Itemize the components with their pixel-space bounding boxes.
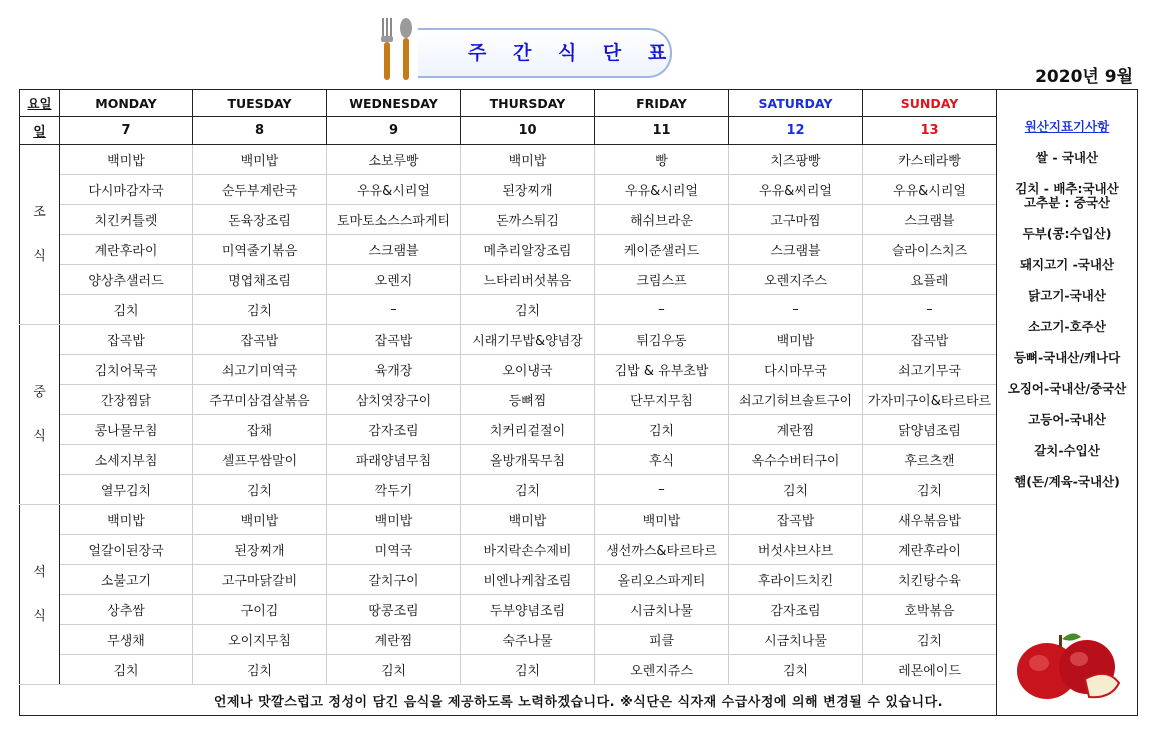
menu-row <box>20 655 1138 685</box>
menu-item: 된장찌개 <box>461 175 595 205</box>
origin-item: 고등어-국내산 <box>1028 412 1106 427</box>
menu-item: 소세지부침 <box>60 445 193 475</box>
menu-row <box>20 265 1138 295</box>
origin-panel <box>997 90 1138 716</box>
menu-item: 미역국 <box>327 535 461 565</box>
menu-item: 김치 <box>193 475 327 505</box>
menu-item: 스크램블 <box>863 205 997 235</box>
origin-item: 김치 - 배추:국내산 고추분 : 중국산 <box>1015 181 1119 210</box>
menu-item: 치즈팡빵 <box>729 145 863 175</box>
menu-item: – <box>729 295 863 325</box>
origin-item: 쌀 - 국내산 <box>1035 150 1099 165</box>
menu-item: 오이지무침 <box>193 625 327 655</box>
menu-row <box>20 535 1138 565</box>
menu-item: 잡곡밥 <box>327 325 461 355</box>
menu-item: 새우볶음밥 <box>863 505 997 535</box>
menu-item: 백미밥 <box>461 145 595 175</box>
menu-item: 미역줄기볶음 <box>193 235 327 265</box>
meal-label: 석 식 <box>20 505 60 685</box>
menu-item: 우유&시리얼 <box>595 175 729 205</box>
menu-item: 우유&씨리얼 <box>729 175 863 205</box>
day-cell: 7 <box>60 117 193 145</box>
menu-item: 비엔나케찹조림 <box>461 565 595 595</box>
menu-item: 우유&시리얼 <box>863 175 997 205</box>
menu-item: 열무김치 <box>60 475 193 505</box>
menu-item: 김밥 & 유부초밥 <box>595 355 729 385</box>
menu-item: 고구마닭갈비 <box>193 565 327 595</box>
menu-item: 김치 <box>60 295 193 325</box>
menu-item: 김치 <box>193 295 327 325</box>
menu-item: 오이냉국 <box>461 355 595 385</box>
menu-item: 백미밥 <box>60 505 193 535</box>
menu-item: 상추쌈 <box>60 595 193 625</box>
menu-item: 바지락손수제비 <box>461 535 595 565</box>
menu-item: 육개장 <box>327 355 461 385</box>
origin-item: 두부(콩:수입산) <box>1022 226 1112 241</box>
menu-item: 무생채 <box>60 625 193 655</box>
origin-item: 갈치-수입산 <box>1034 443 1100 458</box>
day-cell: 9 <box>327 117 461 145</box>
menu-item: 백미밥 <box>729 325 863 355</box>
menu-item: 크림스프 <box>595 265 729 295</box>
menu-item: 백미밥 <box>60 145 193 175</box>
menu-item: 토마토소스스파게티 <box>327 205 461 235</box>
menu-item: 돈까스튀김 <box>461 205 595 235</box>
menu-item: 얼갈이된장국 <box>60 535 193 565</box>
menu-item: 오렌지 <box>327 265 461 295</box>
menu-item: 피클 <box>595 625 729 655</box>
menu-item: 느타리버섯볶음 <box>461 265 595 295</box>
menu-item: 가자미구이&타르타르 <box>863 385 997 415</box>
menu-row <box>20 475 1138 505</box>
menu-item: 옥수수버터구이 <box>729 445 863 475</box>
menu-item: 케이준샐러드 <box>595 235 729 265</box>
menu-item: 올방개묵무침 <box>461 445 595 475</box>
weekday-cell: SATURDAY <box>729 90 863 117</box>
menu-item: 소보루빵 <box>327 145 461 175</box>
menu-item: 김치어묵국 <box>60 355 193 385</box>
menu-row <box>20 175 1138 205</box>
menu-item: 백미밥 <box>193 505 327 535</box>
menu-item: 쇠고기미역국 <box>193 355 327 385</box>
menu-item: 치킨탕수육 <box>863 565 997 595</box>
menu-item: 계란후라이 <box>60 235 193 265</box>
menu-item: 다시마감자국 <box>60 175 193 205</box>
weekday-cell: TUESDAY <box>193 90 327 117</box>
weekday-cell: SUNDAY <box>863 90 997 117</box>
menu-item: 갈치구이 <box>327 565 461 595</box>
menu-item: 소불고기 <box>60 565 193 595</box>
origin-item: 돼지고기 -국내산 <box>1019 257 1115 272</box>
menu-item: 백미밥 <box>327 505 461 535</box>
day-cell: 10 <box>461 117 595 145</box>
menu-item: 김치 <box>863 625 997 655</box>
menu-row <box>20 445 1138 475</box>
menu-item: – <box>595 475 729 505</box>
origin-item: 등뼈-국내산/캐나다 <box>1013 350 1121 365</box>
menu-item: 잡채 <box>193 415 327 445</box>
menu-item: 두부양념조림 <box>461 595 595 625</box>
menu-item: 김치 <box>595 415 729 445</box>
menu-item: 계란후라이 <box>863 535 997 565</box>
menu-item: 감자조림 <box>327 415 461 445</box>
menu-item: 스크램블 <box>327 235 461 265</box>
menu-item: 스크램블 <box>729 235 863 265</box>
menu-item: 쇠고기무국 <box>863 355 997 385</box>
menu-item: 잡곡밥 <box>60 325 193 355</box>
menu-item: 시금치나물 <box>595 595 729 625</box>
menu-item: 파래양념무침 <box>327 445 461 475</box>
day-label: 일 <box>20 117 60 145</box>
menu-item: 김치 <box>60 655 193 685</box>
menu-item: 잡곡밥 <box>193 325 327 355</box>
menu-item: 김치 <box>729 475 863 505</box>
menu-row <box>20 625 1138 655</box>
menu-row <box>20 415 1138 445</box>
menu-item: 주꾸미삼겹살볶음 <box>193 385 327 415</box>
origin-item: 햄(돈/계육-국내산) <box>1014 474 1120 489</box>
menu-item: 요플레 <box>863 265 997 295</box>
menu-item: 시래기무밥&양념장 <box>461 325 595 355</box>
menu-item: 백미밥 <box>595 505 729 535</box>
menu-row <box>20 385 1138 415</box>
menu-item: 계란찜 <box>327 625 461 655</box>
menu-item: 슬라이스치즈 <box>863 235 997 265</box>
menu-item: 순두부계란국 <box>193 175 327 205</box>
menu-item: 호박볶음 <box>863 595 997 625</box>
header <box>0 0 1165 88</box>
menu-item: 치커리겉절이 <box>461 415 595 445</box>
apple-image <box>1015 627 1123 701</box>
menu-item: – <box>595 295 729 325</box>
menu-item: 오렌지쥬스 <box>595 655 729 685</box>
origin-title: 원산지표기사항 <box>1024 119 1110 134</box>
origin-item: 소고기-호주산 <box>1028 319 1106 334</box>
menu-item: 후식 <box>595 445 729 475</box>
day-cell: 13 <box>863 117 997 145</box>
menu-item: 백미밥 <box>193 145 327 175</box>
menu-item: – <box>327 295 461 325</box>
menu-row <box>20 325 1138 355</box>
weekly-menu-table <box>19 89 1138 716</box>
weekday-cell: WEDNESDAY <box>327 90 461 117</box>
menu-item: 우유&시리얼 <box>327 175 461 205</box>
menu-item: 오렌지주스 <box>729 265 863 295</box>
menu-date: 2020년 9월 <box>1035 67 1133 87</box>
origin-item: 오징어-국내산/중국산 <box>1007 381 1127 396</box>
day-row <box>20 117 1138 145</box>
menu-item: 버섯샤브샤브 <box>729 535 863 565</box>
menu-row <box>20 565 1138 595</box>
footer-row <box>20 685 1138 716</box>
weekday-cell: MONDAY <box>60 90 193 117</box>
menu-item: 구이김 <box>193 595 327 625</box>
menu-item: 후라이드치킨 <box>729 565 863 595</box>
day-cell: 8 <box>193 117 327 145</box>
menu-row <box>20 505 1138 535</box>
menu-item: 잡곡밥 <box>863 325 997 355</box>
menu-item: 다시마무국 <box>729 355 863 385</box>
menu-row <box>20 595 1138 625</box>
menu-item: 후르츠캔 <box>863 445 997 475</box>
footer-note: 언제나 맛깔스럽고 정성이 담긴 음식을 제공하도록 노력하겠습니다. ※식단은 식자재 수급사정에 의해 변경될 수 있습니다. <box>20 685 1138 716</box>
menu-item: – <box>863 295 997 325</box>
menu-item: 등뼈찜 <box>461 385 595 415</box>
menu-row <box>20 295 1138 325</box>
menu-item: 감자조림 <box>729 595 863 625</box>
menu-item: 김치 <box>193 655 327 685</box>
day-cell: 11 <box>595 117 729 145</box>
menu-row <box>20 355 1138 385</box>
meal-label: 조 식 <box>20 145 60 325</box>
menu-item: 메추리알장조림 <box>461 235 595 265</box>
menu-item: 레몬에이드 <box>863 655 997 685</box>
menu-row <box>20 235 1138 265</box>
weekday-cell: FRIDAY <box>595 90 729 117</box>
page-title: 주 간 식 단 표 <box>468 42 677 64</box>
menu-item: 간장찜닭 <box>60 385 193 415</box>
menu-item: 콩나물무침 <box>60 415 193 445</box>
menu-item: 백미밥 <box>461 505 595 535</box>
menu-item: 된장찌개 <box>193 535 327 565</box>
menu-item: 김치 <box>863 475 997 505</box>
menu-item: 생선까스&타르타르 <box>595 535 729 565</box>
menu-item: 단무지무침 <box>595 385 729 415</box>
menu-item: 숙주나물 <box>461 625 595 655</box>
menu-item: 잡곡밥 <box>729 505 863 535</box>
menu-row <box>20 145 1138 175</box>
menu-item: 김치 <box>327 655 461 685</box>
menu-item: 셀프무쌈말이 <box>193 445 327 475</box>
menu-row <box>20 205 1138 235</box>
menu-item: 땅콩조림 <box>327 595 461 625</box>
menu-item: 올리오스파게티 <box>595 565 729 595</box>
weekday-label: 요일 <box>20 90 60 117</box>
menu-item: 닭양념조림 <box>863 415 997 445</box>
menu-item: 돈육장조림 <box>193 205 327 235</box>
meal-label: 중 식 <box>20 325 60 505</box>
menu-item: 튀김우동 <box>595 325 729 355</box>
menu-item: 치킨커틀렛 <box>60 205 193 235</box>
menu-item: 삼치엿장구이 <box>327 385 461 415</box>
origin-item: 닭고기-국내산 <box>1028 288 1106 303</box>
menu-item: 양상추샐러드 <box>60 265 193 295</box>
menu-item: 고구마찜 <box>729 205 863 235</box>
weekday-row <box>20 90 1138 117</box>
weekday-cell: THURSDAY <box>461 90 595 117</box>
menu-item: 김치 <box>461 475 595 505</box>
menu-item: 카스테라빵 <box>863 145 997 175</box>
day-cell: 12 <box>729 117 863 145</box>
menu-item: 김치 <box>729 655 863 685</box>
origin-list <box>997 90 1137 489</box>
menu-item: 김치 <box>461 295 595 325</box>
menu-item: 해쉬브라운 <box>595 205 729 235</box>
menu-item: 빵 <box>595 145 729 175</box>
menu-item: 시금치나물 <box>729 625 863 655</box>
menu-item: 계란찜 <box>729 415 863 445</box>
menu-item: 김치 <box>461 655 595 685</box>
menu-item: 명엽채조림 <box>193 265 327 295</box>
menu-item: 깍두기 <box>327 475 461 505</box>
menu-item: 쇠고기허브솔트구이 <box>729 385 863 415</box>
